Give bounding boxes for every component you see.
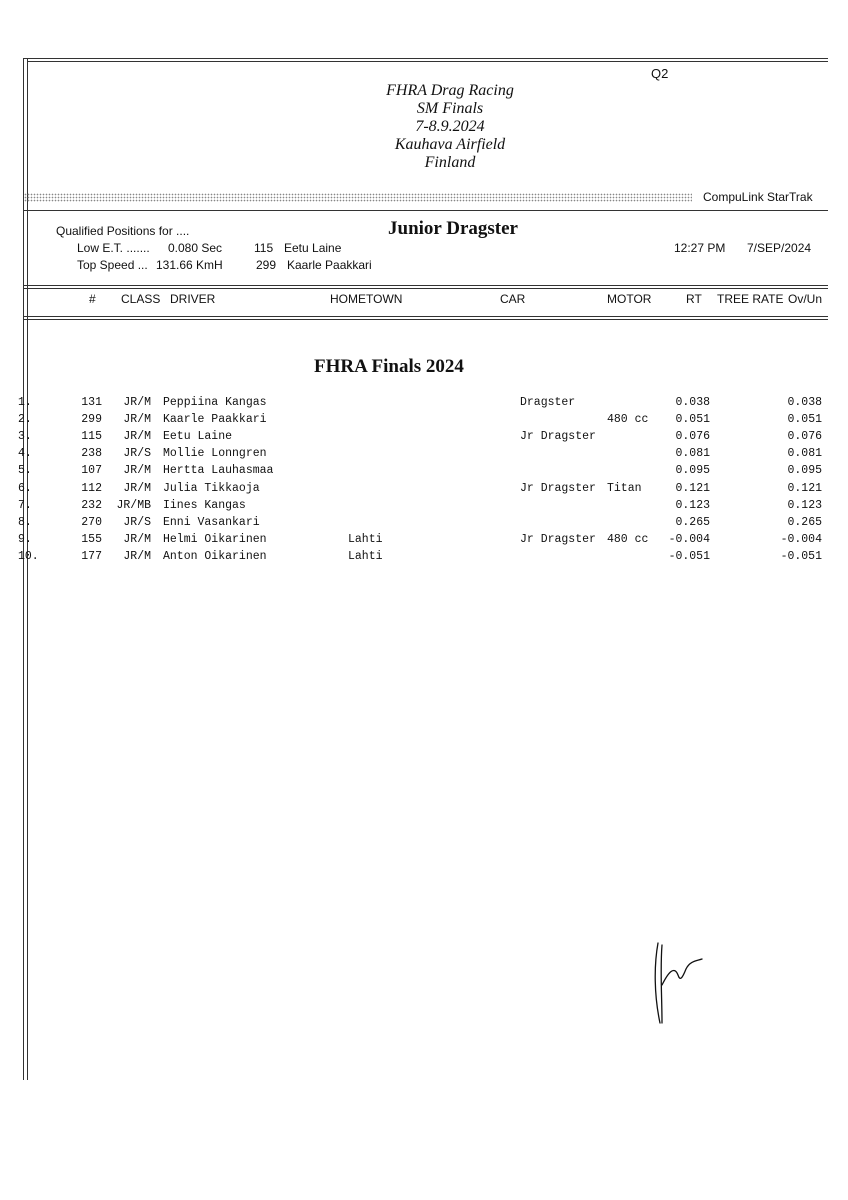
cell-driver: Peppiina Kangas: [163, 396, 267, 409]
cell-ovun: 0.038: [787, 396, 822, 409]
cell-rt: 0.265: [675, 515, 710, 529]
table-row: [0, 516, 848, 533]
system-name: CompuLink StarTrak: [703, 190, 813, 204]
low-et-driver: Eetu Laine: [284, 241, 342, 255]
col-rt: RT: [686, 292, 702, 306]
columns-top-rule: [24, 285, 828, 286]
cell-pos: 8.: [18, 515, 32, 529]
cell-rt: -0.004: [668, 532, 710, 546]
cell-pos: 4.: [18, 447, 32, 461]
columns-top-rule-2: [24, 288, 828, 289]
event-header-line-5: Finland: [424, 154, 476, 171]
col-driver: DRIVER: [170, 292, 216, 306]
cell-num: 107: [81, 464, 102, 478]
cell-pos: 1.: [18, 396, 32, 409]
cell-num: 112: [81, 481, 102, 495]
dotted-separator: [24, 193, 692, 202]
top-speed-number: 299: [256, 258, 277, 272]
cell-class: JR/M: [123, 430, 151, 444]
cell-driver: Mollie Lonngren: [163, 447, 267, 461]
class-title: Junior Dragster: [388, 218, 518, 239]
report-time: 12:27 PM: [674, 241, 726, 255]
cell-num: 270: [81, 515, 102, 529]
col-car: CAR: [500, 292, 526, 306]
cell-ovun: 0.076: [787, 430, 822, 444]
run-code: Q2: [651, 66, 669, 81]
cell-num: 299: [81, 413, 102, 427]
cell-class: JR/M: [123, 464, 151, 478]
cell-motor: Titan: [607, 481, 642, 495]
cell-rt: 0.123: [675, 498, 710, 512]
cell-class: JR/M: [123, 481, 151, 495]
col-hometown: HOMETOWN: [330, 292, 403, 306]
cell-rt: 0.095: [675, 464, 710, 478]
table-row: [0, 464, 848, 481]
event-header-line-1: FHRA Drag Racing: [386, 82, 514, 99]
top-speed-driver: Kaarle Paakkari: [287, 258, 372, 272]
low-et-value: 0.080 Sec: [168, 241, 223, 255]
cell-ovun: 0.121: [787, 481, 822, 495]
cell-ovun: 0.095: [787, 464, 822, 478]
cell-hometown: Lahti: [348, 549, 383, 563]
cell-ovun: 0.081: [787, 447, 822, 461]
cell-driver: Hertta Lauhasmaa: [163, 464, 274, 478]
cell-class: JR/M: [123, 396, 151, 409]
cell-pos: 10.: [18, 549, 39, 563]
cell-rt: 0.076: [675, 430, 710, 444]
cell-driver: Julia Tikkaoja: [163, 481, 260, 495]
signature: [640, 935, 720, 1030]
cell-car: Jr Dragster: [520, 532, 596, 546]
cell-pos: 6.: [18, 481, 32, 495]
table-row: [0, 430, 848, 447]
cell-class: JR/M: [123, 413, 151, 427]
table-row: [0, 447, 848, 464]
left-border-outer: [23, 58, 24, 1080]
cell-motor: 480 cc: [607, 532, 649, 546]
cell-class: JR/MB: [116, 498, 151, 512]
cell-pos: 3.: [18, 430, 32, 444]
cell-rt: -0.051: [668, 549, 710, 563]
cell-class: JR/S: [123, 515, 151, 529]
cell-class: JR/M: [123, 549, 151, 563]
qualified-label: Qualified Positions for ....: [56, 224, 190, 238]
cell-car: Jr Dragster: [520, 481, 596, 495]
table-row: [0, 482, 848, 499]
low-et-number: 115: [254, 241, 274, 255]
cell-hometown: Lahti: [348, 532, 383, 546]
col-ovun: Ov/Un: [788, 292, 823, 306]
cell-driver: Eetu Laine: [163, 430, 233, 444]
cell-driver: Enni Vasankari: [163, 515, 260, 529]
event-header-line-2: SM Finals: [416, 100, 484, 117]
low-et-label: Low E.T. .......: [77, 241, 150, 255]
col-num: #: [89, 292, 96, 306]
columns-bottom-rule: [24, 316, 828, 317]
col-class: CLASS: [121, 292, 161, 306]
cell-class: JR/S: [123, 447, 151, 461]
table-row: [0, 533, 848, 550]
cell-rt: 0.038: [675, 396, 710, 409]
cell-ovun: 0.265: [787, 515, 822, 529]
event-header: [300, 82, 600, 172]
cell-driver: Kaarle Paakkari: [163, 413, 267, 427]
cell-num: 155: [81, 532, 102, 546]
table-row: [0, 499, 848, 516]
cell-rt: 0.051: [675, 413, 710, 427]
cell-rt: 0.081: [675, 447, 710, 461]
cell-ovun: 0.051: [787, 413, 822, 427]
table-row: [0, 396, 848, 413]
cell-num: 238: [81, 447, 102, 461]
col-tree-rate: TREE RATE: [717, 292, 784, 306]
report-date: 7/SEP/2024: [747, 241, 812, 255]
cell-pos: 2.: [18, 413, 32, 427]
top-speed-label: Top Speed ...: [77, 258, 148, 272]
cell-rt: 0.121: [675, 481, 710, 495]
cell-ovun: -0.004: [780, 532, 822, 546]
cell-driver: Anton Oikarinen: [163, 549, 267, 563]
cell-pos: 7.: [18, 498, 32, 512]
cell-driver: Helmi Oikarinen: [163, 532, 267, 546]
top-border: [23, 58, 828, 59]
columns-bottom-rule-2: [24, 319, 828, 320]
cell-pos: 5.: [18, 464, 32, 478]
cell-num: 115: [81, 430, 102, 444]
section-divider: [24, 210, 828, 211]
event-header-line-3: 7-8.9.2024: [415, 118, 485, 135]
cell-num: 131: [81, 396, 102, 409]
event-header-line-4: Kauhava Airfield: [394, 136, 506, 153]
cell-motor: 480 cc: [607, 413, 649, 427]
col-motor: MOTOR: [607, 292, 652, 306]
cell-car: Jr Dragster: [520, 430, 596, 444]
cell-num: 232: [81, 498, 102, 512]
cell-driver: Iines Kangas: [163, 498, 246, 512]
event-title: FHRA Finals 2024: [314, 356, 464, 377]
top-speed-value: 131.66 KmH: [156, 258, 223, 272]
cell-pos: 9.: [18, 532, 32, 546]
cell-num: 177: [81, 549, 102, 563]
cell-class: JR/M: [123, 532, 151, 546]
top-border-inner: [27, 61, 828, 62]
cell-ovun: -0.051: [780, 549, 822, 563]
cell-ovun: 0.123: [787, 498, 822, 512]
left-border-inner: [27, 58, 28, 1080]
cell-car: Dragster: [520, 396, 576, 409]
table-row: [0, 413, 848, 430]
table-row: [0, 550, 848, 567]
